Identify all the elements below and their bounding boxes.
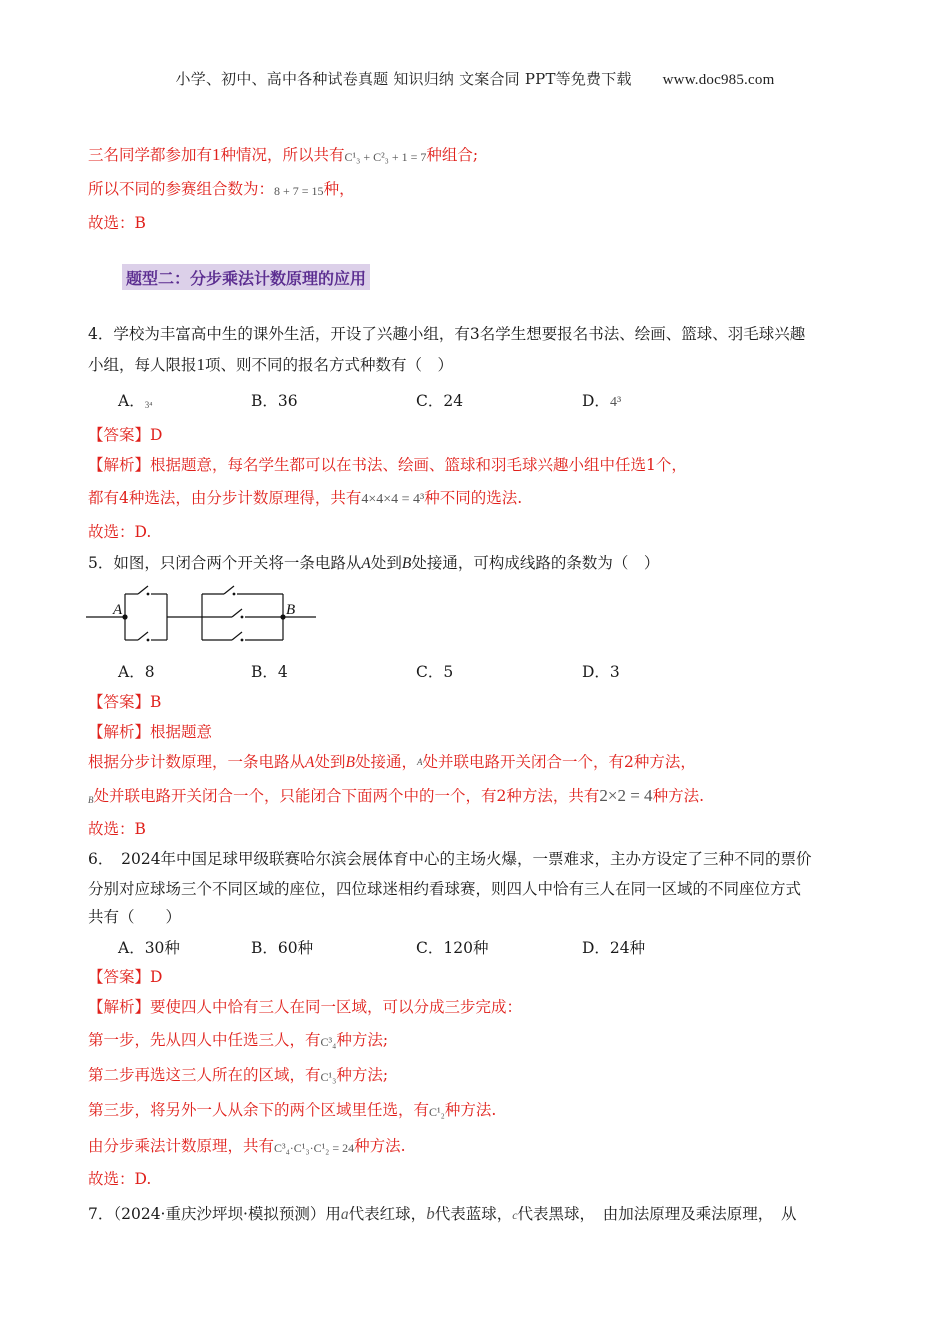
- q6-step-3: 第三步，将另外一人从余下的两个区域里任选，有C¹₂种方法.: [88, 1101, 497, 1119]
- header-site[interactable]: www.doc985.com: [662, 72, 775, 88]
- label-b: B: [286, 602, 296, 618]
- q5-option-a: A．8: [118, 663, 155, 681]
- top-line-2: 所以不同的参赛组合数为：8 + 7 = 15种，: [88, 180, 355, 198]
- q5-conclusion: 故选：B: [88, 820, 146, 838]
- q6-analysis-1: 【解析】要使四人中恰有三人在同一区域，可以分成三步完成：: [88, 998, 523, 1016]
- q5-line-1: 5．如图，只闭合两个开关将一条电路从A处到B处接通，可构成线路的条数为（ ）: [88, 554, 660, 572]
- top-line-1: 三名同学都参加有1种情况，所以共有C¹₃ + C²₃ + 1 = 7种组合;: [88, 145, 479, 164]
- q5-answer: 【答案】B: [88, 693, 162, 711]
- node-b-dot: [280, 614, 285, 619]
- q4-line-2: 小组，每人限报1项、则不同的报名方式种数有（ ）: [88, 355, 454, 374]
- q6-option-c: C．120种: [416, 939, 489, 957]
- q6-step-2: 第二步再选这三人所在的区域，有C¹₃种方法;: [88, 1066, 389, 1084]
- q6-conclusion: 故选：D.: [88, 1170, 152, 1188]
- q5-option-d: D．3: [582, 663, 620, 681]
- q4-line-1: 4．学校为丰富高中生的课外生活，开设了兴趣小组，有3名学生想要报名书法、绘画、篮球、羽毛球兴趣: [88, 325, 806, 343]
- q6-step-1: 第一步，先从四人中任选三人，有C³₄种方法;: [88, 1031, 389, 1049]
- q6-option-b: B．60种: [251, 939, 314, 957]
- q4-option-c: C．24: [416, 392, 464, 410]
- q6-answer: 【答案】D: [88, 968, 163, 986]
- q5-option-b: B．4: [251, 663, 288, 681]
- q4-answer: 【答案】D: [88, 426, 163, 444]
- q4-option-a: A．3⁴: [118, 392, 153, 410]
- q4-option-b: B．36: [251, 392, 298, 410]
- top-conclusion: 故选：B: [88, 214, 146, 232]
- q5-analysis-2: B处并联电路开关闭合一个，只能闭合下面两个中的一个，有2种方法，共有2×2 = 4种方法.: [88, 786, 704, 805]
- q5-option-c: C．5: [416, 663, 454, 681]
- combination-formula: C¹₃ + C²₃ + 1 = 7: [344, 150, 427, 164]
- q4-conclusion: 故选：D.: [88, 523, 152, 541]
- q6-total: 由分步乘法计数原理，共有C³₄·C¹₃·C¹₂ = 24种方法.: [88, 1137, 406, 1155]
- q5-analysis-1: 根据分步计数原理，一条电路从A处到B处接通，A处并联电路开关闭合一个，有2种方法，: [88, 753, 696, 771]
- page-header: [0, 68, 950, 89]
- q6-line-1: 6． 2024年中国足球甲级联赛哈尔滨会展体育中心的主场火爆，一票难求，主办方设定了三种不同的票价: [88, 850, 812, 868]
- q5-analysis-head: 【解析】根据题意: [88, 723, 213, 741]
- q6-line-3: 共有（ ）: [88, 908, 182, 926]
- q7-line-1: 7．（2024·重庆沙坪坝·模拟预测）用a代表红球，b代表蓝球，c代表黑球， 由加法原理及乘法原理， 从: [88, 1204, 797, 1223]
- section-title: 题型二：分步乘法计数原理的应用: [122, 264, 370, 290]
- header-text: 小学、初中、高中各种试卷真题 知识归纳 文案合同 PPT等免费下载: [175, 70, 632, 88]
- q4-analysis-1: 【解析】根据题意，每名学生都可以在书法、绘画、篮球和羽毛球兴趣小组中任选1个，: [88, 456, 687, 474]
- q6-line-2: 分别对应球场三个不同区域的座位，四位球迷相约看球赛，则四人中恰有三人在同一区域的不同座位方式: [88, 880, 802, 898]
- q6-option-d: D．24种: [582, 939, 646, 957]
- node-a-dot: [122, 614, 127, 619]
- label-a: A: [113, 602, 123, 618]
- circuit-diagram: [86, 584, 318, 646]
- q4-analysis-2: 都有4种选法，由分步计数原理得，共有4×4×4 = 4³种不同的选法.: [88, 489, 523, 507]
- q6-option-a: A．30种: [118, 939, 180, 957]
- q4-option-d: D．4³: [582, 392, 622, 410]
